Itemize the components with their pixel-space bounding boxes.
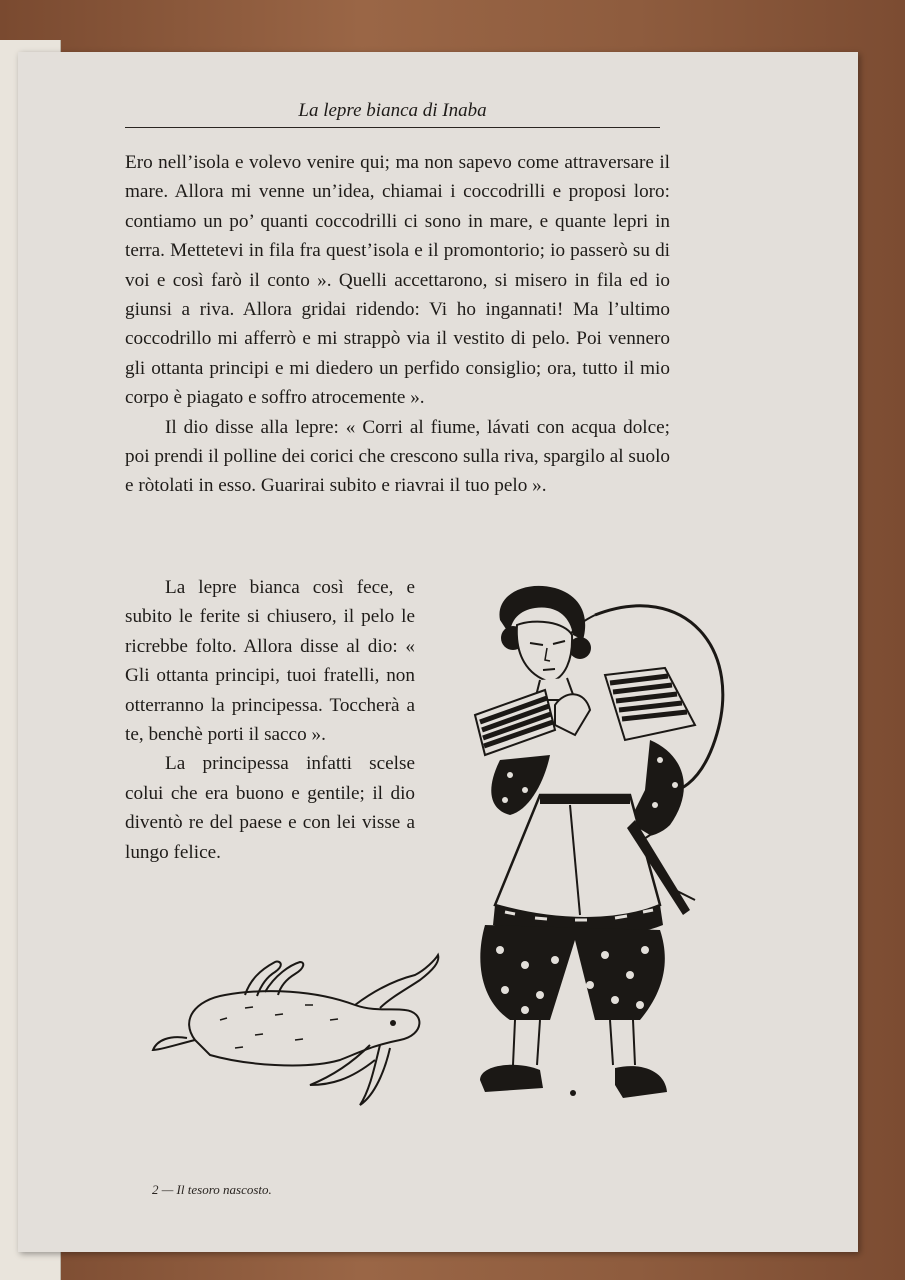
paragraph-2: Il dio disse alla lepre: « Corri al fiume, lávati con acqua dolce; poi prendi il polline dei corici che crescono sulla riva, spargilo al suolo e ròtolati in esso. Guarirai subito e riavrai il tuo pelo ». (125, 416, 670, 497)
paragraph-4: La principessa infatti scelse colui che era buono e gentile; il dio diventò re del paese e con lei visse a lungo felice. (125, 753, 415, 863)
running-head: La lepre bianca di Inaba (298, 100, 487, 121)
hare-illustration (135, 900, 455, 1120)
header-rule (125, 127, 660, 128)
page-footer: 2 — Il tesoro nascosto. (152, 1182, 272, 1197)
main-text-block (125, 148, 670, 501)
paragraph-1: Ero nell’isola e volevo venire qui; ma non sapevo come attraversare il mare. Allora mi venne un’idea, chiamai i coccodrilli e proposi loro: contiamo un po’ quanti coccodrilli ci sono in mare, e quante lepri in terra. Mettetevi in fila fra quest’isola e il promontorio; io passerò su di voi e così farò il conto ». Quelli accettarono, si misero in fila ed io giunsi a riva. Allora gridai ridendo: Vi ho ingannati! Ma l’ultimo coccodrillo mi afferrò e mi strappò via il vestito di pelo. Poi vennero gli ottanta principi e mi diedero un perfido consiglio; ora, tutto il mio corpo è piagato e soffro atrocemente ». (125, 152, 670, 409)
paragraph-3: La lepre bianca così fece, e subito le ferite si chiusero, il pelo le ricrebbe folto. Allora disse al dio: « Gli ottanta principi, tuoi fratelli, non otterranno la principessa. Toccherà a te, benchè porti il sacco ». (125, 577, 415, 746)
column-text-block (125, 573, 415, 867)
warrior-illustration (455, 540, 745, 1120)
